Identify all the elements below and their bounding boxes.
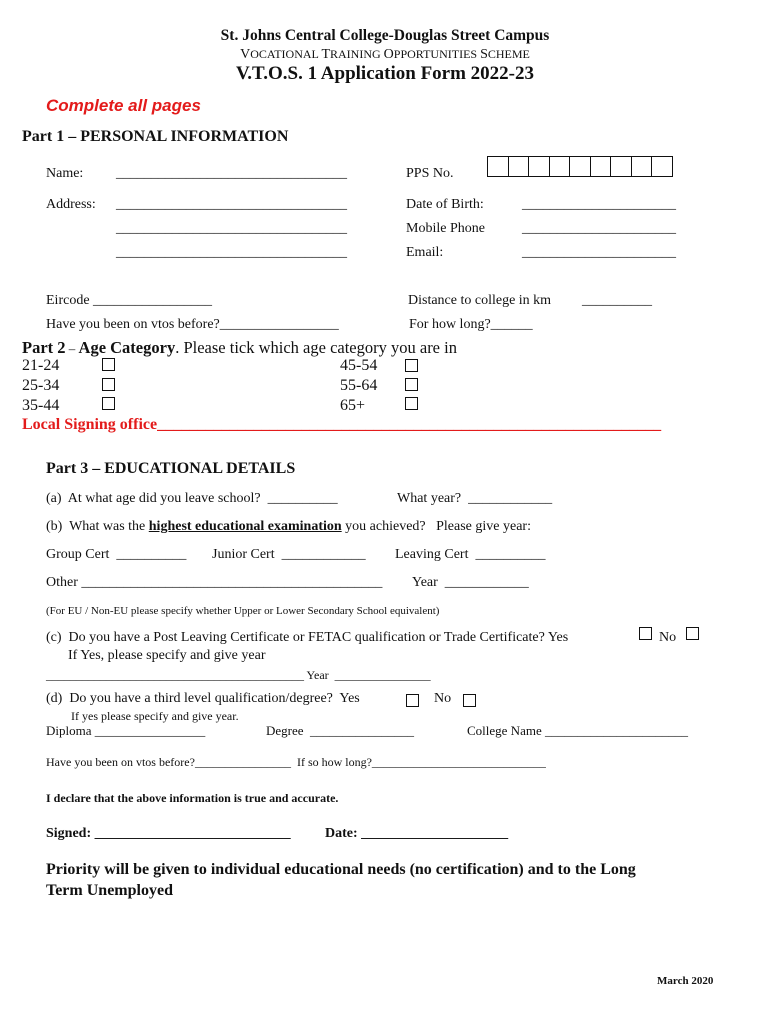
dob-label: Date of Birth: — [406, 197, 484, 212]
leave-school-age-field[interactable]: (a) At what age did you leave school? __________ — [46, 491, 338, 506]
age-65-plus-checkbox[interactable] — [405, 397, 418, 410]
plc-yes-checkbox[interactable] — [639, 627, 652, 640]
age-45-54-checkbox[interactable] — [405, 359, 418, 372]
name-field[interactable]: _________________________________ — [116, 166, 347, 181]
pps-digit-box[interactable] — [569, 156, 591, 177]
part2-instruction: . Please tick which age category you are in — [175, 338, 457, 357]
scheme-word-rest-3: CHEME — [487, 47, 530, 61]
declaration: I declare that the above information is true and accurate. — [46, 791, 339, 805]
pps-digit-box[interactable] — [487, 156, 509, 177]
distance-label: Distance to college in km — [408, 293, 552, 308]
degree-field[interactable]: Degree ________________ — [266, 723, 415, 738]
email-label: Email: — [406, 245, 444, 260]
age-65-plus-label: 65+ — [340, 397, 366, 414]
age-45-54-label: 45-54 — [340, 357, 378, 374]
part2-dash: – — [65, 341, 79, 356]
part1-heading: Part 1 – PERSONAL INFORMATION — [22, 128, 289, 145]
age-35-44-checkbox[interactable] — [102, 397, 115, 410]
age-25-34-checkbox[interactable] — [102, 378, 115, 391]
college-name: St. Johns Central College-Douglas Street Campus — [220, 27, 550, 44]
address-line-2[interactable]: _________________________________ — [116, 221, 347, 236]
third-level-specify-note: If yes please specify and give year. — [71, 709, 239, 723]
third-level-yes-checkbox[interactable] — [406, 694, 419, 707]
pps-number-boxes[interactable] — [488, 156, 673, 177]
scheme-word-rest-2: PPORTUNITIES — [393, 47, 481, 61]
highest-exam-emphasis: highest educational examination — [148, 519, 342, 534]
plc-question: (c) Do you have a Post Leaving Certificate or FETAC qualification or Trade Certificate? Yes — [46, 630, 569, 645]
other-qualification-field[interactable]: Other ___________________________________________ — [46, 575, 383, 590]
pps-digit-box[interactable] — [508, 156, 530, 177]
pps-digit-box[interactable] — [549, 156, 571, 177]
form-title: V.T.O.S. 1 Application Form 2022-23 — [235, 63, 535, 84]
highest-exam-question — [46, 519, 531, 535]
dob-field[interactable]: ______________________ — [522, 197, 676, 212]
highest-exam-question-suffix: you achieved? Please give year: — [341, 519, 531, 534]
scheme-name — [0, 46, 770, 63]
priority-note — [46, 859, 636, 901]
pps-digit-box[interactable] — [590, 156, 612, 177]
footer-date: March 2020 — [657, 975, 714, 987]
address-label: Address: — [46, 197, 96, 212]
priority-note-line-1: Priority will be given to individual educational needs (no certification) and to the Long — [46, 861, 636, 878]
how-long-field[interactable]: For how long?______ — [409, 317, 533, 332]
signed-field[interactable]: Signed: ____________________________ — [46, 826, 291, 841]
college-name-field[interactable]: College Name ______________________ — [467, 723, 688, 738]
third-level-no-checkbox[interactable] — [463, 694, 476, 707]
pps-digit-box[interactable] — [651, 156, 673, 177]
pps-label: PPS No. — [406, 166, 454, 181]
age-25-34-label: 25-34 — [22, 377, 60, 394]
part2-label: Part 2 — [22, 338, 66, 357]
highest-exam-question-prefix: (b) What was the — [46, 519, 149, 534]
local-signing-office-field[interactable]: Local Signing office_______________________________________________________________ — [22, 416, 662, 433]
part2-heading — [22, 338, 457, 358]
scheme-initial-0: V — [240, 47, 251, 62]
address-line-1[interactable]: _________________________________ — [116, 197, 347, 212]
part2-age-category: Age Category — [78, 338, 176, 357]
mobile-label: Mobile Phone — [406, 221, 485, 236]
eu-note: (For EU / Non-EU please specify whether Upper or Lower Secondary School equivalent) — [46, 605, 440, 617]
priority-note-line-2: Term Unemployed — [46, 882, 173, 899]
junior-cert-field[interactable]: Junior Cert ____________ — [212, 547, 366, 562]
email-field[interactable]: ______________________ — [522, 245, 676, 260]
vtos-before-field[interactable]: Have you been on vtos before?_________________ — [46, 317, 339, 332]
scheme-initial-2: O — [383, 47, 394, 62]
date-field[interactable]: Date: _____________________ — [325, 826, 509, 841]
plc-no-label: No — [659, 630, 677, 645]
pps-digit-box[interactable] — [610, 156, 632, 177]
third-level-no-label: No — [434, 691, 452, 706]
mobile-field[interactable]: ______________________ — [522, 221, 676, 236]
other-year-field[interactable]: Year ____________ — [412, 575, 529, 590]
group-cert-field[interactable]: Group Cert __________ — [46, 547, 187, 562]
plc-specify-note: If Yes, please specify and give year — [68, 648, 266, 663]
vtos-before-again-field[interactable]: Have you been on vtos before?________________ If so how long?_____________________________ — [46, 755, 546, 769]
leave-school-year-field[interactable]: What year? ____________ — [397, 491, 553, 506]
pps-digit-box[interactable] — [528, 156, 550, 177]
age-35-44-label: 35-44 — [22, 397, 60, 414]
scheme-initial-1: T — [321, 47, 330, 62]
age-55-64-checkbox[interactable] — [405, 378, 418, 391]
pps-digit-box[interactable] — [631, 156, 653, 177]
eircode-field[interactable]: Eircode _________________ — [46, 293, 213, 308]
distance-field[interactable]: __________ — [582, 293, 652, 308]
scheme-word-rest-1: RAINING — [330, 47, 384, 61]
age-21-24-checkbox[interactable] — [102, 358, 115, 371]
scheme-word-rest-0: OCATIONAL — [250, 47, 322, 61]
scheme-initial-3: S — [480, 47, 488, 62]
complete-all-pages-note: Complete all pages — [46, 96, 201, 115]
address-line-3[interactable]: _________________________________ — [116, 245, 347, 260]
age-55-64-label: 55-64 — [340, 377, 378, 394]
plc-details-field[interactable]: ___________________________________________ Year ________________ — [46, 668, 431, 682]
age-21-24-label: 21-24 — [22, 357, 60, 374]
name-label: Name: — [46, 166, 84, 181]
plc-no-checkbox[interactable] — [686, 627, 699, 640]
diploma-field[interactable]: Diploma _________________ — [46, 723, 206, 738]
part3-heading: Part 3 – EDUCATIONAL DETAILS — [46, 460, 296, 477]
third-level-question: (d) Do you have a third level qualification/degree? Yes — [46, 691, 360, 706]
leaving-cert-field[interactable]: Leaving Cert __________ — [395, 547, 546, 562]
